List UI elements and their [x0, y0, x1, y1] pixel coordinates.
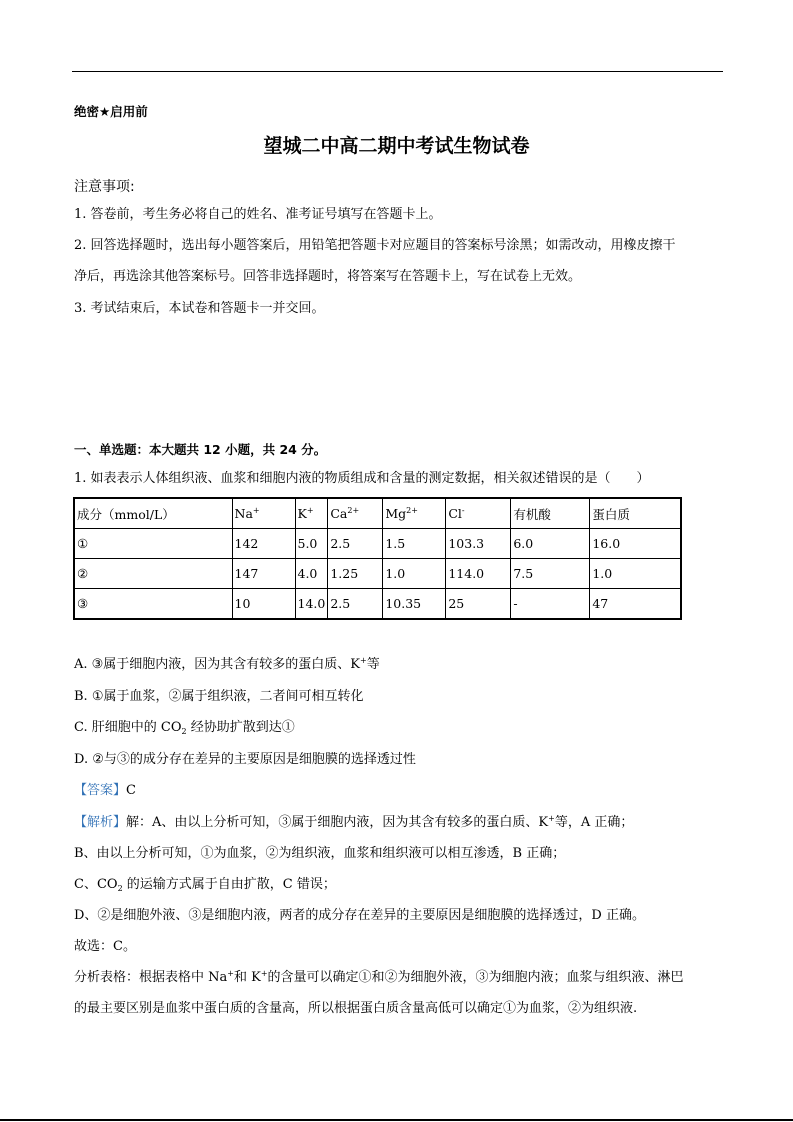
- table-cell: 147: [232, 559, 295, 589]
- section-heading: 一、单选题：本大题共 12 小题，共 24 分。: [74, 442, 327, 457]
- option-a: A. ③属于细胞内液，因为其含有较多的蛋白质、K+等: [74, 656, 380, 672]
- analysis-label: 【解析】: [74, 815, 127, 830]
- table-header-cell: 成分（mmol/L）: [74, 498, 232, 529]
- analysis-line-7: 的最主要区别是血浆中蛋白质的含量高，所以根据蛋白质含量高低可以确定①为血浆，②为组织液.: [74, 1001, 638, 1016]
- table-cell: 25: [446, 589, 511, 620]
- page-title: 望城二中高二期中考试生物试卷: [263, 135, 530, 157]
- table-row: [74, 559, 681, 589]
- notes-heading: 注意事项:: [74, 179, 135, 195]
- table-header-row: [74, 498, 681, 529]
- analysis-line-3: C、$CO_2$ 的运输方式属于自由扩散，C 错误；: [74, 877, 336, 893]
- analysis-line-5: 故选：C。: [74, 939, 136, 954]
- note-item-2-line-2: 净后，再选涂其他答案标号。回答非选择题时，将答案写在答题卡上，写在试卷上无效。: [74, 269, 582, 284]
- note-item-3: 3. 考试结束后，本试卷和答题卡一并交回。: [74, 301, 325, 316]
- analysis-line-4: D、②是细胞外液、③是细胞内液，两者的成分存在差异的主要原因是细胞膜的选择透过，D 正确。: [74, 908, 645, 923]
- table-cell: 114.0: [446, 559, 511, 589]
- table-row: [74, 529, 681, 559]
- note-item-1: 1. 答卷前，考生务必将自己的姓名、准考证号填写在答题卡上。: [74, 207, 442, 222]
- table-header-cell: $Mg^{2+}$: [383, 498, 446, 529]
- table-header-cell: K+: [295, 498, 328, 529]
- table-cell: 47: [590, 589, 681, 620]
- note-item-2-line-1: 2. 回答选择题时，选出每小题答案后，用铅笔把答题卡对应题目的答案标号涂黑；如需改动，用橡皮擦干: [74, 238, 676, 253]
- table-cell: ②: [74, 559, 232, 589]
- table-cell: -: [511, 589, 590, 620]
- table-cell: 1.25: [328, 559, 383, 589]
- table-cell: ①: [74, 529, 232, 559]
- header-rule: [72, 71, 723, 72]
- table-cell: ③: [74, 589, 232, 620]
- analysis-line-1: 【解析】解：A、由以上分析可知，③属于细胞内液，因为其含有较多的蛋白质、K+等，A 正确；: [74, 814, 634, 830]
- table-cell: 10.35: [383, 589, 446, 620]
- option-d: D. ②与③的成分存在差异的主要原因是细胞膜的选择透过性: [74, 752, 416, 767]
- question-stem: 1. 如表表示人体组织液、血浆和细胞内液的物质组成和含量的测定数据，相关叙述错误的是（ ）: [74, 471, 650, 486]
- table-cell: 1.0: [590, 559, 681, 589]
- analysis-line-2: B、由以上分析可知，①为血浆，②为组织液，血浆和组织液可以相互渗透，B 正确；: [74, 846, 566, 861]
- table-header-cell: 有机酸: [511, 498, 590, 529]
- table-cell: 4.0: [295, 559, 328, 589]
- answer-line: [74, 782, 136, 800]
- table-row: [74, 589, 681, 620]
- table-header-cell: 蛋白质: [590, 498, 681, 529]
- table-cell: 6.0: [511, 529, 590, 559]
- table-cell: 7.5: [511, 559, 590, 589]
- table-header-cell: Na+: [232, 498, 295, 529]
- table-cell: 142: [232, 529, 295, 559]
- table-cell: 2.5: [328, 589, 383, 620]
- analysis-line-6: 分析表格：根据表格中 Na+和 K+的含量可以确定①和②为细胞外液，③为细胞内液；血浆与组织液、淋巴: [74, 969, 684, 985]
- table-cell: 5.0: [295, 529, 328, 559]
- table-cell: 10: [232, 589, 295, 620]
- answer-label: 【答案】: [74, 783, 127, 798]
- footer-rule: [0, 1119, 793, 1121]
- option-c: C. 肝细胞中的 $CO_2$ 经协助扩散到达①: [74, 720, 295, 736]
- table-header-cell: $Ca^{2+}$: [328, 498, 383, 529]
- answer-value: C: [126, 783, 136, 798]
- table-cell: 1.0: [383, 559, 446, 589]
- table-cell: 2.5: [328, 529, 383, 559]
- table-header-cell: Cl-: [446, 498, 511, 529]
- composition-table: [73, 497, 682, 620]
- table-cell: 14.0: [295, 589, 328, 620]
- secret-label: 绝密★启用前: [74, 104, 148, 119]
- table-cell: 103.3: [446, 529, 511, 559]
- option-b: B. ①属于血浆，②属于组织液，二者间可相互转化: [74, 689, 364, 704]
- table-cell: 1.5: [383, 529, 446, 559]
- table-cell: 16.0: [590, 529, 681, 559]
